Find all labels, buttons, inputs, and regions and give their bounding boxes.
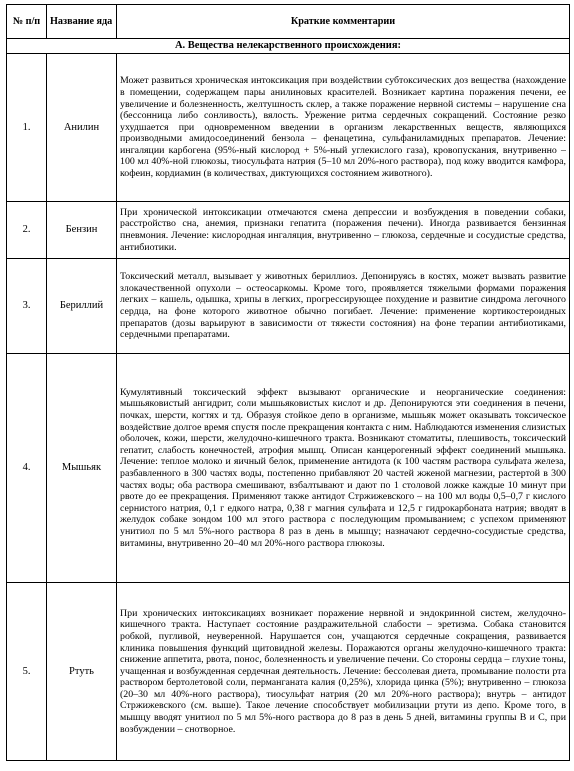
row-number: 5. — [7, 583, 47, 761]
row-number: 4. — [7, 354, 47, 583]
poison-comment: При хронической интоксикации отмечаются смена депрессии и возбуждения в поведении собаки, расстройство сна, анемия, признаки гепатита (поражения печени). Иногда развивается бензинная пневмония. Лечение: кислородная ингаляция, внутривенно – глюкоза, сердечные и сосудистые средства, антибиотики. — [117, 202, 570, 259]
poisons-table — [6, 4, 570, 761]
poison-name: Анилин — [47, 54, 117, 202]
row-number: 2. — [7, 202, 47, 259]
poison-comment: Кумулятивный токсический эффект вызывают органические и неорганические соединения: мышьяковистый ангидрит, соли мышьяковистых кислот и др. Депонируются эти соединения в печени, почках, шерсти, когтях и тд. Образуя стойкое депо в организме, мышьяк может оказывать токсическое воздействие долгое время спустя после прекращения контакта с ним. Наблюдаются изменения слизистых оболочек, кожи, шерсти, желудочно-кишечного тракта. Возникают стоматиты, плешивость, токсический гепатит, слабость конечностей, атрофия мышц. Описан канцерогенный эффект соединений мышьяка. Лечение: теплое молоко и яичный белок, применение антидота (к 100 частям раствора сульфата железа, разбавленного в 300 частях воды, постепенно прибавляют 20 частей жженой магнезии, растертой в 300 частях воды; оба раствора смешивают, взбалтывают и дают по 1 столовой ложке каждые 10 минут при рвоте до ее прекращения. Применяют также антидот Стржижевского – на 100 мл воды 0,5–0,7 г кислого сернистого натрия, 0,1 г едкого натра, 0,38 г магния сульфата и 12,5 г гидрокарбоната натрия; вводят в желудок собаке зондом 100 мл этого раствора с последующим промыванием; с успехом применяют унитиол по 5 мл 5%-ного раствора 8 раз в день в мышцу; назначают сердечно-сосудистые средства, витамины, внутривенно 20–40 мл 20%-ного раствора глюкозы. — [117, 354, 570, 583]
poison-comment: Может развиться хроническая интоксикация при воздействии субтоксических доз вещества (нахождение в помещении, содержащем пары анилиновых красителей. Возникает картина поражения печени, ее увеличение и болезненность, желтушность склер, а также поражение нервной системы – нарушение сна (бессонница либо сонливость), вялость. Урежение ритма сердечных сокращений. Состояние резко ухудшается при одновременном введении в организм лекарственных веществ, являющихся производными амидосоединений бензола – фенацетина, сульфаниламидных препаратов. Лечение: ингаляции карбогена (95%-ный кислород + 5%-ный углекислого газа), кровопускания, внутривенно – 100 мл 40%-ной глюкозы, тиосульфата натрия (5–10 мл 20%-ного раствора), под кожу вводится камфора, кофеин, кордиамин (в количествах, диктующихся состоянием животного). — [117, 54, 570, 202]
table-row — [7, 354, 570, 583]
table-row — [7, 54, 570, 202]
poison-comment: При хронических интоксикациях возникает поражение нервной и эндокринной систем, желудочно-кишечного тракта. Наступает состояние раздражительной слабости – эретизма. Собака становится робкой, пугливой, неуверенной. Нарушается сон, учащаются сердечные сокращения, развивается клиника повышения функций щитовидной железы. Поражаются органы желудочно-кишечного тракта: снижение аппетита, рвота, понос, болезненность и увеличение печени. Со стороны сердца – глухие тоны, учащенная и возбужденная сердечная деятельность. Лечение: бессолевая диета, промывание полости рта раствором бертолетовой соли, перманганата калия (0,25%), хлорида цинка (5%); внутривенно – глюкоза (20–30 мл 40%-ного раствора), тиосульфат натрия (20 мл 20%-ного раствора); внутрь – антидот Стржижевского (см. выше). Такое лечение способствует мобилизации ртути из депо. Кроме того, в мышцу вводят унитиол по 5 мл 5%-ного раствора до 8 раз в день 5 дней, витамины группы В и С, при возбуждении – снотворное. — [117, 583, 570, 761]
table-row — [7, 583, 570, 761]
poison-comment: Токсический металл, вызывает у животных бериллиоз. Депонируясь в костях, может вызвать развитие злокачественной опухоли – остеосаркомы. Кроме того, проявляется тяжелыми формами поражения легких – кашель, одышка, хрипы в легких, прогрессирующее похудение и развитие синдрома легочного сердца, на фоне которого животное обычно погибает. Лечение: применение кортикостероидных препаратов (дозы варьируют в зависимости от тяжести состояния) на фоне терапии антибиотиками, сердечными препаратами. — [117, 259, 570, 354]
poison-name: Ртуть — [47, 583, 117, 761]
header-number: № п/п — [7, 5, 47, 39]
section-title: А. Вещества нелекарственного происхождения: — [7, 39, 570, 54]
poison-name: Бензин — [47, 202, 117, 259]
table-row — [7, 202, 570, 259]
poison-name: Бериллий — [47, 259, 117, 354]
section-row — [7, 39, 570, 54]
row-number: 3. — [7, 259, 47, 354]
table-header-row — [7, 5, 570, 39]
row-number: 1. — [7, 54, 47, 202]
header-comments: Краткие комментарии — [117, 5, 570, 39]
table-row — [7, 259, 570, 354]
poison-name: Мышьяк — [47, 354, 117, 583]
header-poison-name: Название яда — [47, 5, 117, 39]
